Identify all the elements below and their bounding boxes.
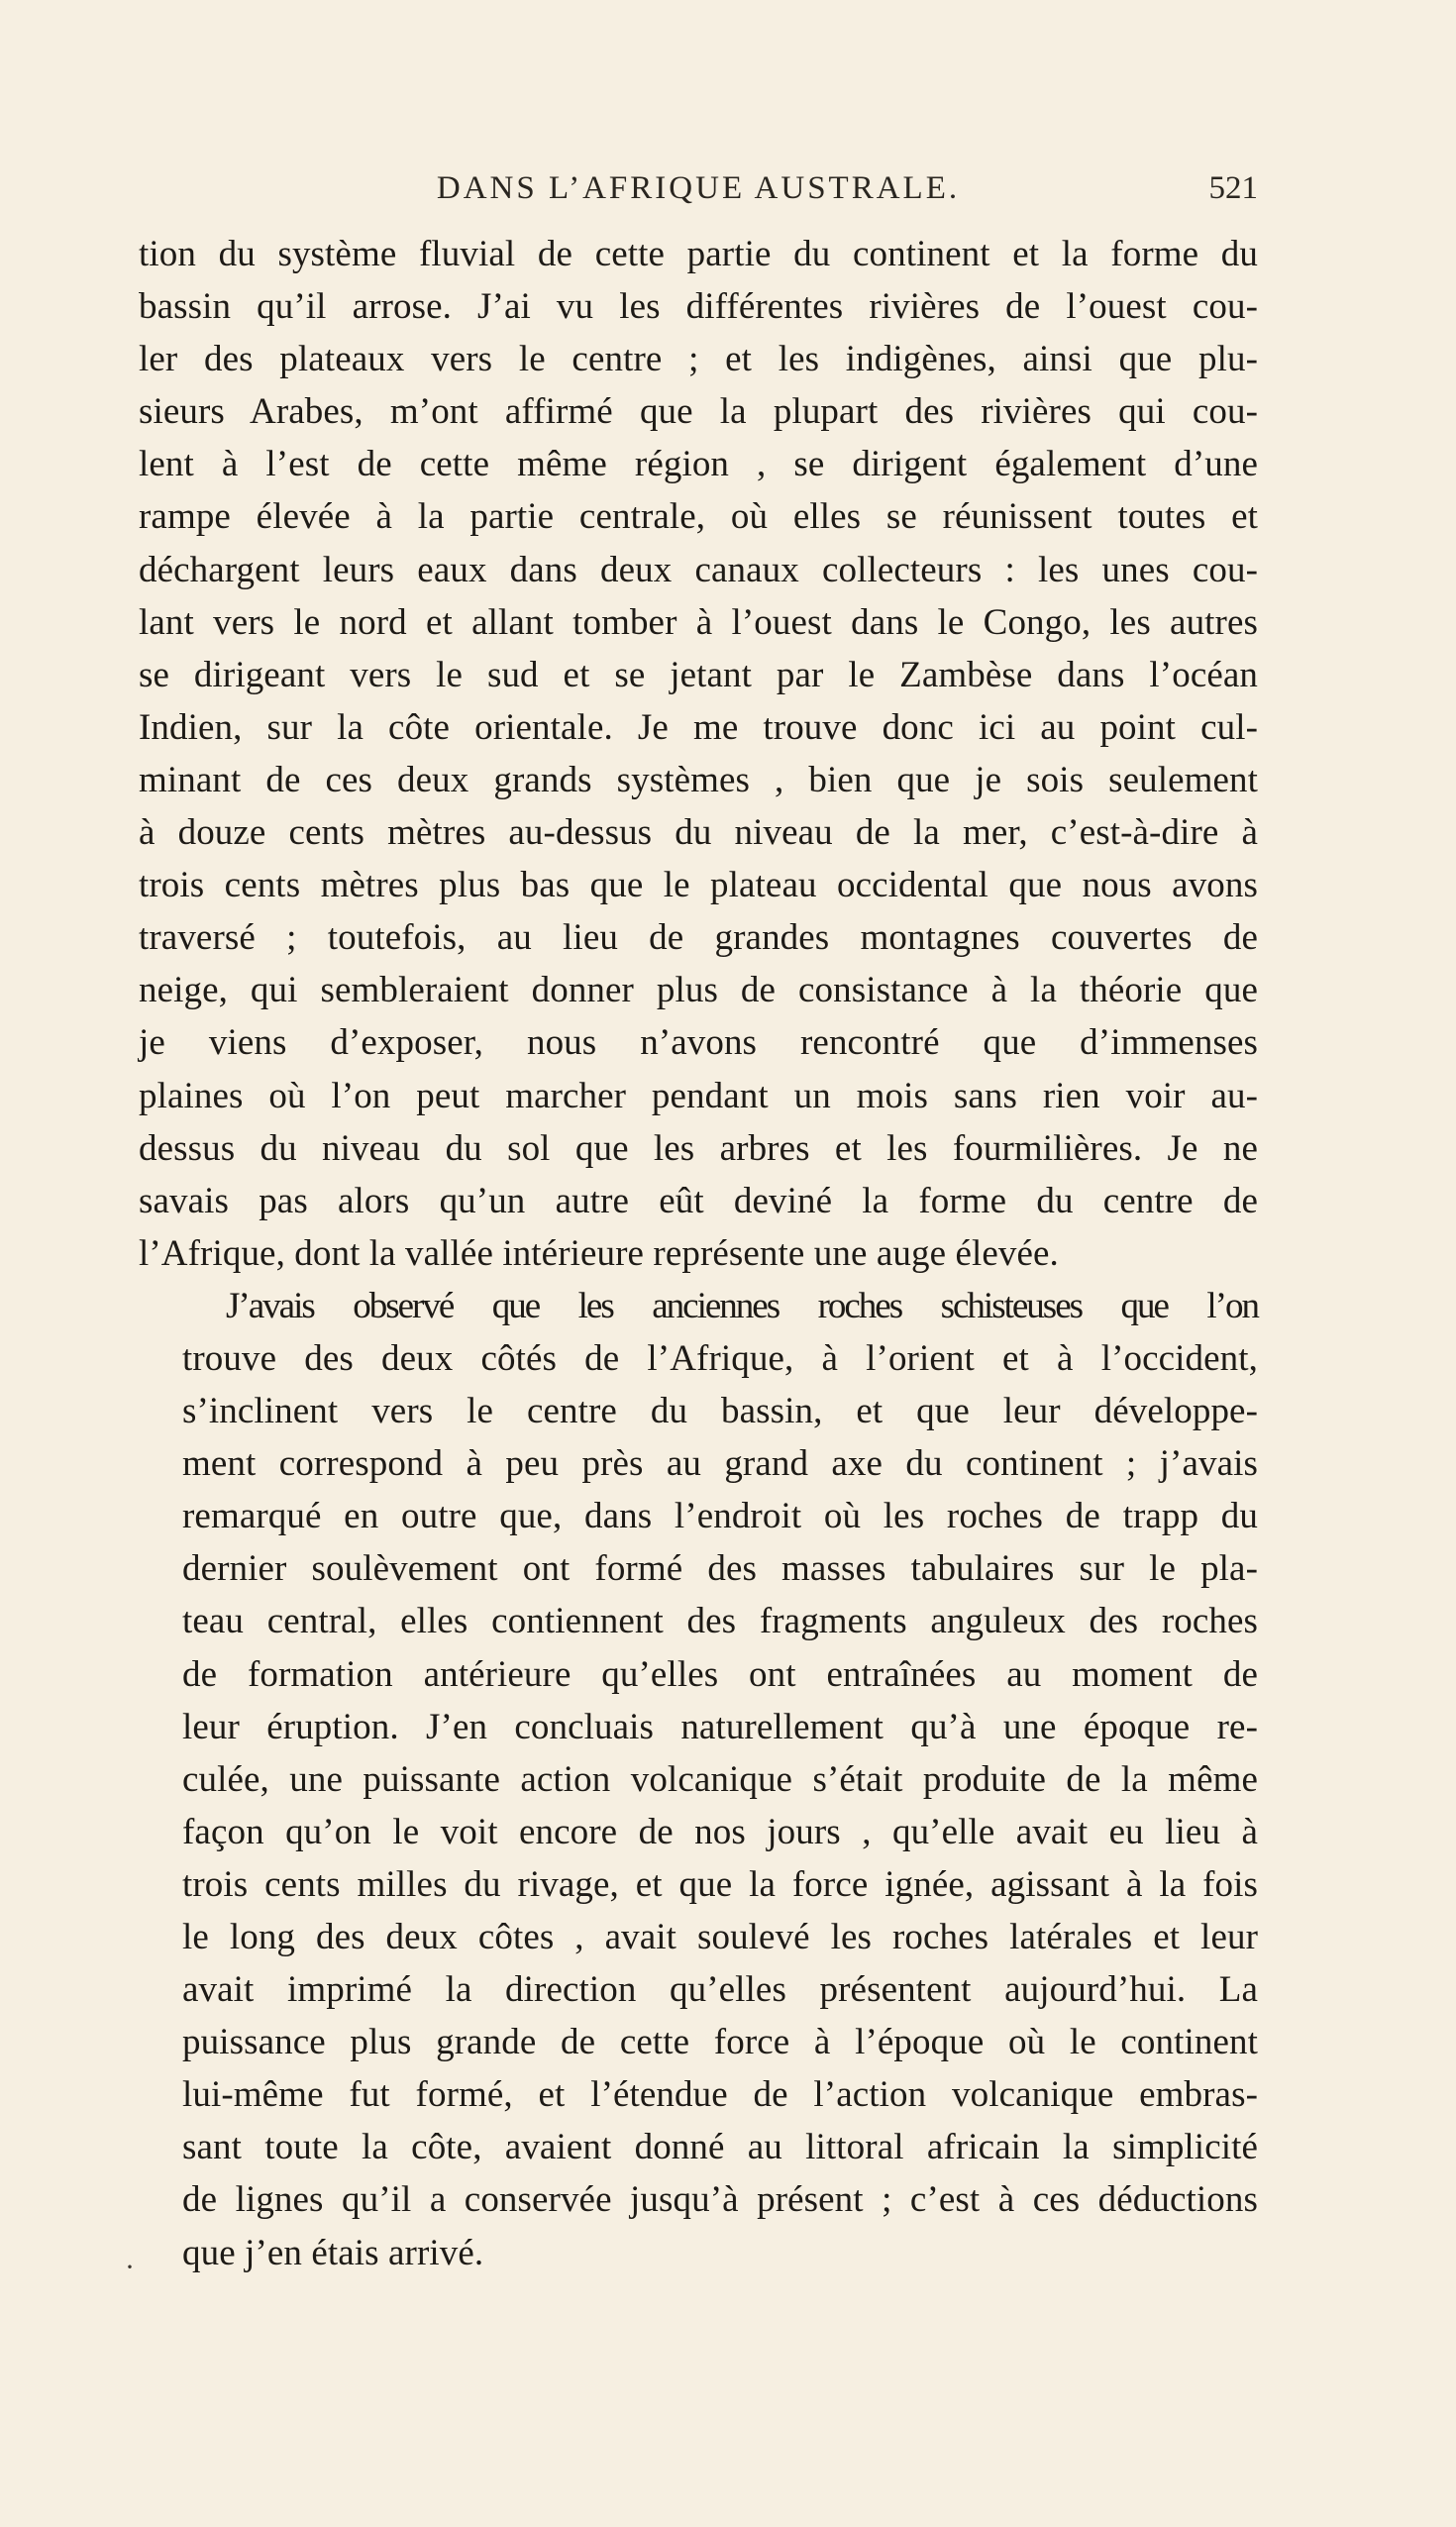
text-line: avait imprimé la direction qu’elles présentent aujourd’hui. La [182,1969,1258,2011]
text-line: ment correspond à peu près au grand axe du continent ; j’avais [182,1443,1258,1485]
text-line: teau central, elles contiennent des fragments anguleux des roches [182,1601,1258,1642]
text-line: J’avais observé que les anciennes roches schisteuses que l’on [226,1285,1258,1326]
running-title: DANS L’AFRIQUE AUSTRALE. [436,170,961,206]
text-line: de lignes qu’il a conservée jusqu’à présent ; c’est à ces déductions [182,2179,1258,2221]
text-line: plaines où l’on peut marcher pendant un mois sans rien voir au- [139,1075,1258,1116]
text-line: bassin qu’il arrose. J’ai vu les différentes rivières de l’ouest cou- [139,286,1258,328]
text-line: minant de ces deux grands systèmes , bien que je sois seulement [139,759,1258,800]
margin-mark: · [125,2251,135,2283]
text-line: lui-même fut formé, et l’étendue de l’action volcanique embras- [182,2074,1258,2116]
text-line: savais pas alors qu’un autre eût deviné la forme du centre de [139,1180,1258,1221]
text-line: dernier soulèvement ont formé des masses tabulaires sur le pla- [182,1548,1258,1590]
text-line: traversé ; toutefois, au lieu de grandes montagnes couvertes de [139,917,1258,959]
text-line: Indien, sur la côte orientale. Je me trouve donc ici au point cul- [139,706,1258,748]
text-line: de formation antérieure qu’elles ont entraînées au moment de [182,1653,1258,1695]
text-line: neige, qui sembleraient donner plus de consistance à la théorie que [139,970,1258,1011]
text-line: ler des plateaux vers le centre ; et les indigènes, ainsi que plu- [139,339,1258,380]
text-line: le long des deux côtes , avait soulevé les roches latérales et leur [182,1917,1258,1957]
text-line: l’Afrique, dont la vallée intérieure représente une auge élevée. [139,1232,1059,1274]
text-line: déchargent leurs eaux dans deux canaux collecteurs : les unes cou- [139,549,1258,590]
text-line: je viens d’exposer, nous n’avons rencontré que d’immenses [139,1022,1258,1064]
text-line: façon qu’on le voit encore de nos jours , qu’elle avait eu lieu à [182,1811,1258,1852]
paragraph-2 [139,1280,1258,2279]
text-line: sieurs Arabes, m’ont affirmé que la plupart des rivières qui cou- [139,391,1258,433]
text-line: trois cents mètres plus bas que le plateau occidental que nous avons [139,865,1258,906]
text-line: que j’en étais arrivé. [182,2232,484,2273]
running-header [139,170,1258,210]
text-line: dessus du niveau du sol que les arbres et les fourmilières. Je ne [139,1127,1258,1169]
text-line: trois cents milles du rivage, et que la force ignée, agissant à la fois [182,1863,1258,1905]
text-line: puissance plus grande de cette force à l’époque où le continent [182,2022,1258,2063]
text-line: trouve des deux côtés de l’Afrique, à l’orient et à l’occident, [182,1337,1258,1379]
text-line: rampe élevée à la partie centrale, où elles se réunissent toutes et [139,496,1258,538]
text-line: à douze cents mètres au-dessus du niveau de la mer, c’est-à-dire à [139,812,1258,854]
text-line: se dirigeant vers le sud et se jetant par le Zambèse dans l’océan [139,654,1258,695]
body-text [139,228,1258,2279]
text-line: s’inclinent vers le centre du bassin, et que leur développe- [182,1391,1258,1432]
paragraph-1 [139,228,1258,1280]
page-number: 521 [1208,170,1258,206]
text-line: lant vers le nord et allant tomber à l’ouest dans le Congo, les autres [139,601,1258,643]
text-line: remarqué en outre que, dans l’endroit où les roches de trapp du [182,1496,1258,1537]
text-line: culée, une puissante action volcanique s’était produite de la même [182,1758,1258,1800]
text-line: sant toute la côte, avaient donné au littoral africain la simplicité [182,2127,1258,2168]
text-line: tion du système fluvial de cette partie du continent et la forme du [139,234,1258,274]
text-line: leur éruption. J’en concluais naturellement qu’à une époque re- [182,1706,1258,1747]
text-line: lent à l’est de cette même région , se dirigent également d’une [139,444,1258,485]
